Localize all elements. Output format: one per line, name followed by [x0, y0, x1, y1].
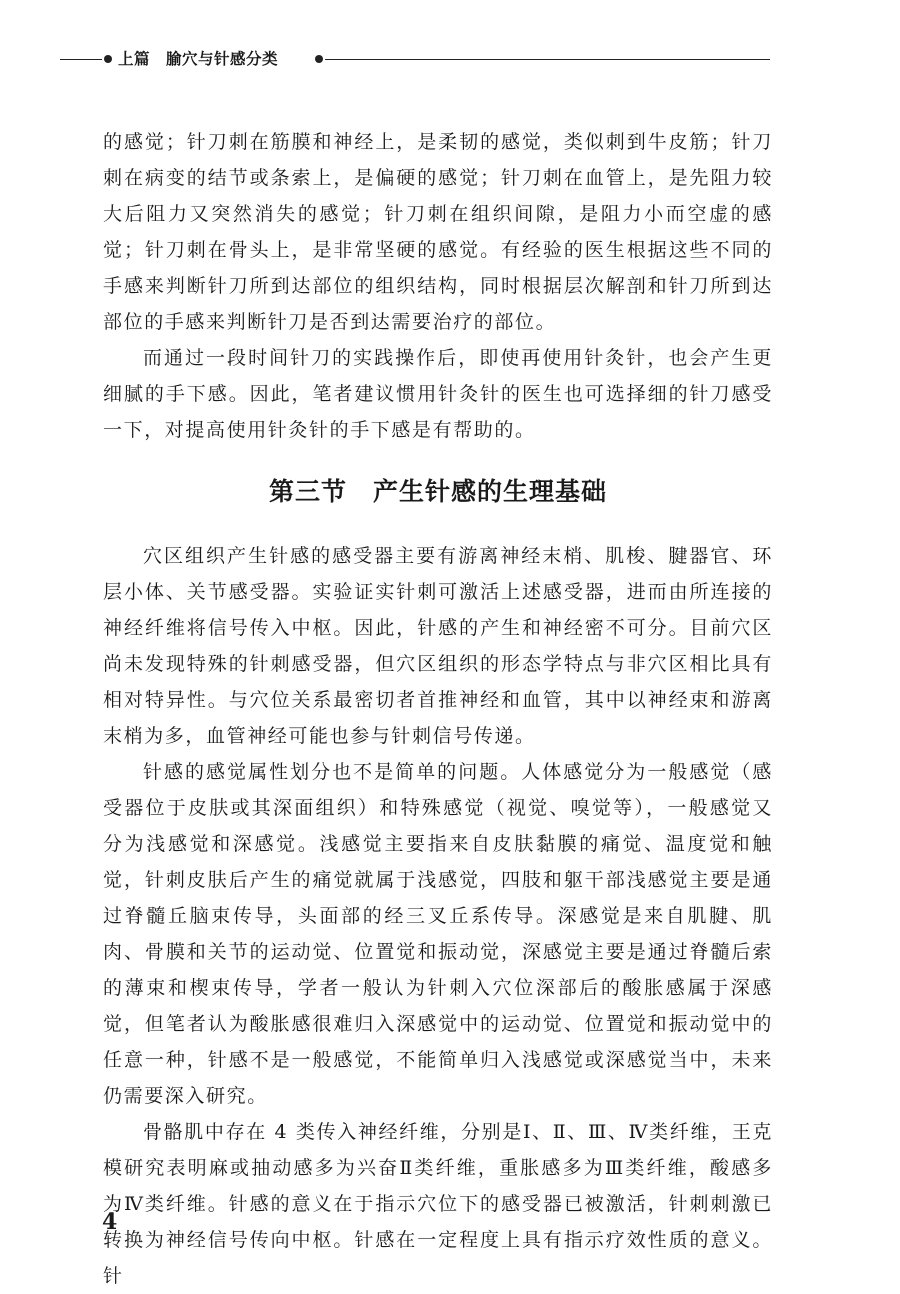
paragraph: 的感觉；针刀刺在筋膜和神经上，是柔韧的感觉，类似刺到牛皮筋；针刀刺在病变的结节或条索上，是偏硬的感觉；针刀刺在血管上，是先阻力较大后阻力又突然消失的感觉；针刀刺在组织间隙，是阻力小而空虚的感觉；针刀刺在骨头上，是非常坚硬的感觉。有经验的医生根据这些不同的手感来判断针刀所到达部位的组织结构，同时根据层次解剖和针刀所到达部位的手感来判断针刀是否到达需要治疗的部位。: [103, 131, 773, 333]
header-bullet-right: [315, 55, 323, 63]
header-rule-right: [325, 59, 770, 60]
text-block-before-heading: [103, 124, 773, 448]
paragraph: 针感的感觉属性划分也不是简单的问题。人体感觉分为一般感觉（感受器位于皮肤或其深面组织）和特殊感觉（视觉、嗅觉等），一般感觉又分为浅感觉和深感觉。浅感觉主要指来自皮肤黏膜的痛觉、温度觉和触觉，针刺皮肤后产生的痛觉就属于浅感觉，四肢和躯干部浅感觉主要是通过脊髓丘脑束传导，头面部的经三叉丘系传导。深感觉是来自肌腱、肌肉、骨膜和关节的运动觉、位置觉和振动觉，深感觉主要是通过脊髓后索的薄束和楔束传导，学者一般认为针刺入穴位深部后的酸胀感属于深感觉，但笔者认为酸胀感很难归入深感觉中的运动觉、位置觉和振动觉中的任意一种，针感不是一般感觉，不能简单归入浅感觉或深感觉当中，未来仍需要深入研究。: [103, 761, 773, 1107]
paragraph: 骨骼肌中存在 4 类传入神经纤维，分别是Ⅰ、Ⅱ、Ⅲ、Ⅳ类纤维，王克模研究表明麻或抽动感多为兴奋Ⅱ类纤维，重胀感多为Ⅲ类纤维，酸感多为Ⅳ类纤维。针感的意义在于指示穴位下的感受器已被激活，针刺刺激已转换为神经信号传向中枢。针感在一定程度上具有指示疗效性质的意义。针: [103, 1121, 773, 1287]
paragraph: 而通过一段时间针刀的实践操作后，即使再使用针灸针，也会产生更细腻的手下感。因此，笔者建议惯用针灸针的医生也可选择细的针刀感受一下，对提高使用针灸针的手下感是有帮助的。: [103, 347, 773, 441]
header-rule-left: [60, 59, 102, 60]
running-title: 上篇 腧穴与针感分类: [118, 50, 279, 68]
header-bullet-left: [104, 55, 112, 63]
paragraph: 穴区组织产生针感的感受器主要有游离神经末梢、肌梭、腱器官、环层小体、关节感受器。实验证实针刺可激活上述感受器，进而由所连接的神经纤维将信号传入中枢。因此，针感的产生和神经密不可分。目前穴区尚未发现特殊的针刺感受器，但穴区组织的形态学特点与非穴区相比具有相对特异性。与穴位关系最密切者首推神经和血管，其中以神经束和游离末梢为多，血管神经可能也参与针刺信号传递。: [103, 545, 773, 747]
page-number: 4: [102, 1209, 118, 1235]
section-heading: 第三节 产生针感的生理基础: [268, 477, 607, 506]
running-header: [60, 48, 770, 72]
text-block-after-heading: [103, 538, 773, 1294]
